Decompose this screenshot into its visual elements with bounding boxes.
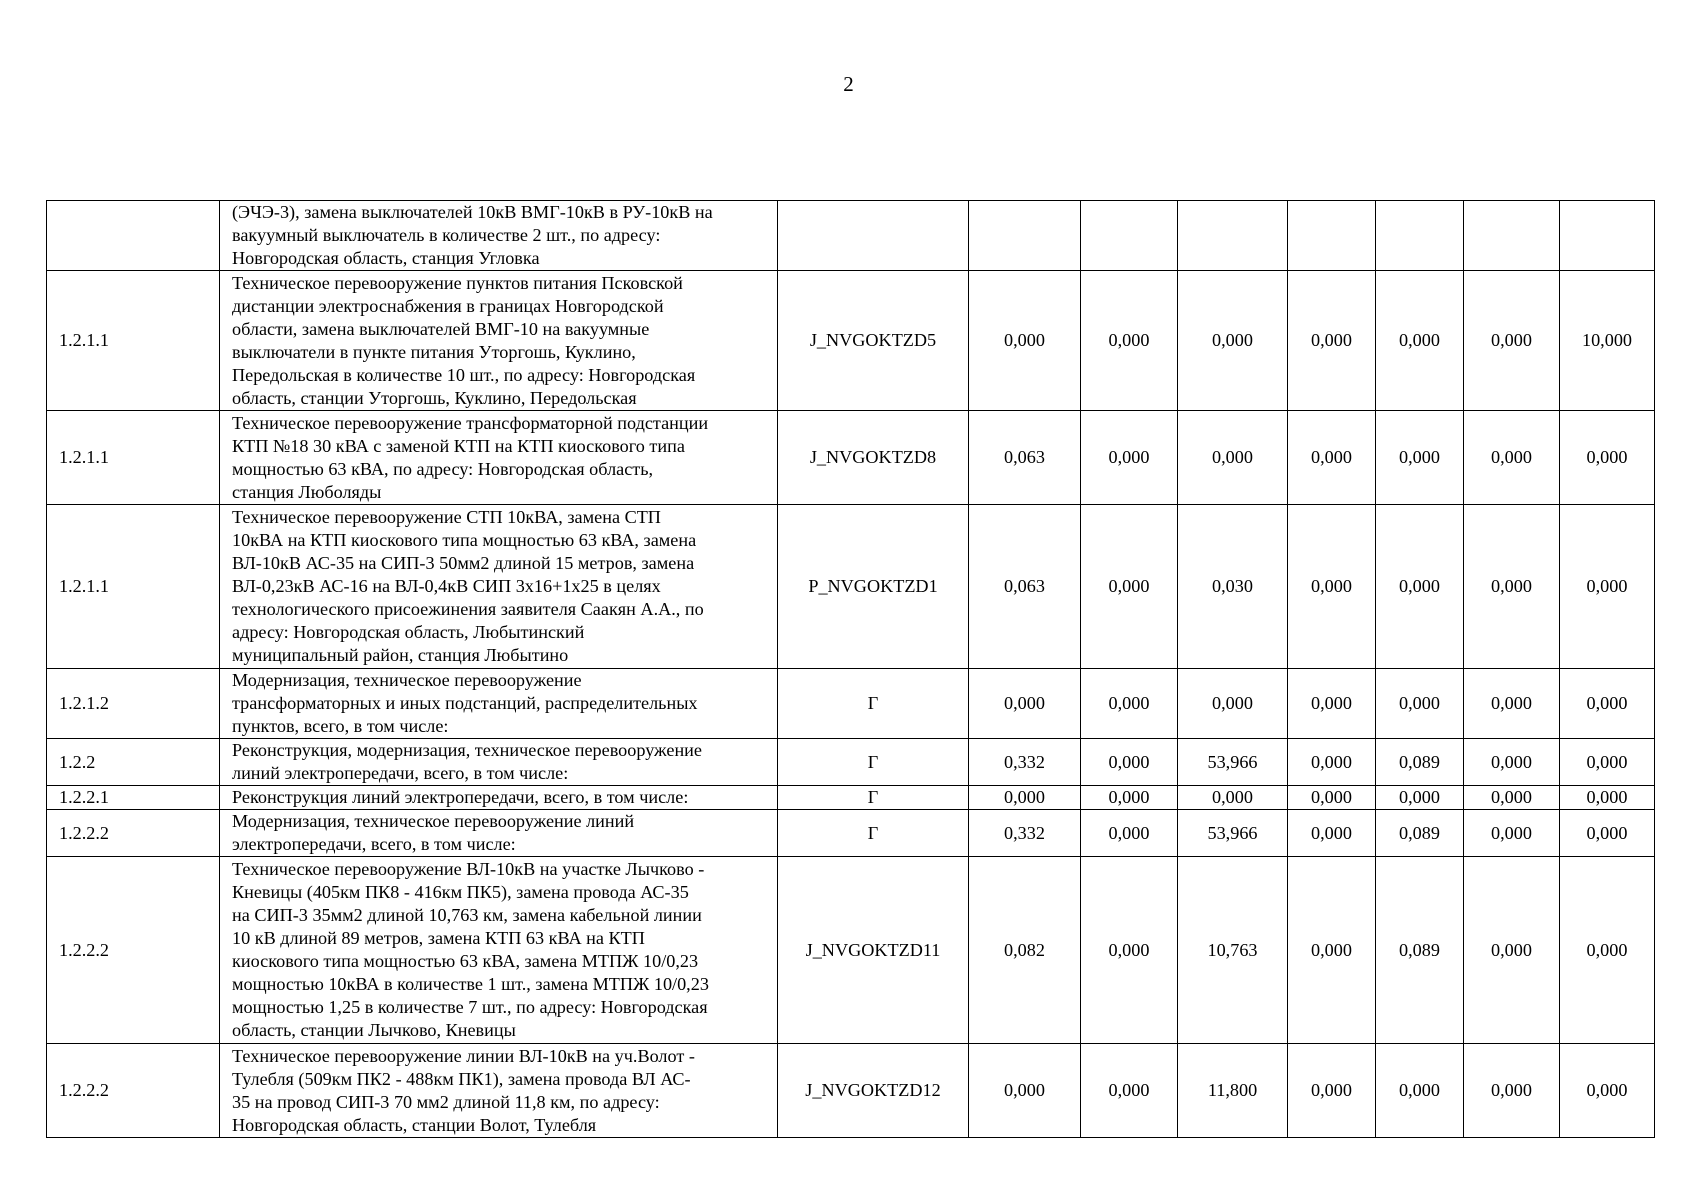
description-line: Техническое перевооружение трансформаторной подстанции xyxy=(232,412,709,433)
description-line: области, замена выключателей ВМГ-10 на вакуумные xyxy=(232,318,650,339)
table-row xyxy=(47,505,1655,669)
description-line: вакуумный выключатель в количестве 2 шт., по адресу: xyxy=(232,225,661,245)
table-row xyxy=(47,810,1655,857)
row-code: Г xyxy=(778,786,969,810)
row-number: 1.2.2.2 xyxy=(47,1044,220,1138)
description-line: 10 кВ длиной 89 метров, замена КТП 63 кВА на КТП xyxy=(232,928,645,948)
description-line: 10кВА на КТП киоскового типа мощностью 63 кВА, замена xyxy=(232,530,697,550)
description-line: Тулебля (509км ПК2 - 488км ПК1), замена провода ВЛ АС- xyxy=(232,1068,691,1089)
row-value-6: 0,000 xyxy=(1464,857,1560,1044)
row-value-1: 0,063 xyxy=(969,505,1081,669)
description-line: Модернизация, техническое перевооружение линий xyxy=(232,811,635,831)
row-value-5: 0,000 xyxy=(1376,669,1464,739)
row-value-7: 0,000 xyxy=(1560,810,1655,857)
row-value-6: 0,000 xyxy=(1464,669,1560,739)
table-body xyxy=(47,201,1655,1138)
description-line: Передольская в количестве 10 шт., по адресу: Новгородская xyxy=(232,364,696,385)
row-value-1: 0,000 xyxy=(969,669,1081,739)
row-value-4: 0,000 xyxy=(1288,271,1376,411)
row-value-2: 0,000 xyxy=(1081,739,1178,786)
row-value-1: 0,082 xyxy=(969,857,1081,1044)
row-number: 1.2.2.2 xyxy=(47,810,220,857)
row-value-7 xyxy=(1560,201,1655,271)
row-number: 1.2.2 xyxy=(47,739,220,786)
page-number: 2 xyxy=(843,72,854,96)
row-value-1 xyxy=(969,201,1081,271)
row-value-7: 0,000 xyxy=(1560,1044,1655,1138)
description-line: трансформаторных и иных подстанций, распределительных xyxy=(232,693,698,713)
row-value-1: 0,063 xyxy=(969,411,1081,505)
row-description xyxy=(220,669,778,739)
description-line: 35 на провод СИП-3 70 мм2 длиной 11,8 км, по адресу: xyxy=(232,1091,660,1112)
table-row xyxy=(47,786,1655,810)
row-value-5: 0,089 xyxy=(1376,739,1464,786)
row-value-3: 53,966 xyxy=(1178,739,1288,786)
row-value-4: 0,000 xyxy=(1288,857,1376,1044)
row-value-6: 0,000 xyxy=(1464,271,1560,411)
row-value-2: 0,000 xyxy=(1081,669,1178,739)
row-value-4: 0,000 xyxy=(1288,505,1376,669)
description-line: Реконструкция линий электропередачи, всего, в том числе: xyxy=(232,787,689,807)
description-line: ВЛ-0,23кВ АС-16 на ВЛ-0,4кВ СИП 3х16+1х25 в целях xyxy=(232,576,661,596)
row-description xyxy=(220,739,778,786)
row-value-3: 10,763 xyxy=(1178,857,1288,1044)
row-value-1: 0,000 xyxy=(969,1044,1081,1138)
row-description xyxy=(220,201,778,271)
description-line: станция Люболяды xyxy=(232,481,382,502)
row-value-2: 0,000 xyxy=(1081,271,1178,411)
row-code: J_NVGOKTZD5 xyxy=(778,271,969,411)
description-line: область, станции Уторгошь, Куклино, Передольская xyxy=(232,387,637,408)
table-row xyxy=(47,669,1655,739)
row-value-3: 0,030 xyxy=(1178,505,1288,669)
row-number: 1.2.2.1 xyxy=(47,786,220,810)
row-value-2: 0,000 xyxy=(1081,786,1178,810)
row-value-3: 0,000 xyxy=(1178,411,1288,505)
table-row xyxy=(47,857,1655,1044)
row-value-1: 0,332 xyxy=(969,810,1081,857)
row-value-1: 0,000 xyxy=(969,786,1081,810)
row-description xyxy=(220,505,778,669)
row-value-2 xyxy=(1081,201,1178,271)
row-value-6: 0,000 xyxy=(1464,1044,1560,1138)
row-code: Г xyxy=(778,739,969,786)
row-value-6: 0,000 xyxy=(1464,810,1560,857)
description-line: Новгородская область, станции Волот, Тулебля xyxy=(232,1114,597,1135)
description-line: муниципальный район, станция Любытино xyxy=(232,645,569,665)
row-value-4: 0,000 xyxy=(1288,669,1376,739)
row-value-4: 0,000 xyxy=(1288,1044,1376,1138)
row-value-2: 0,000 xyxy=(1081,1044,1178,1138)
description-line: технологического присоежинения заявителя Саакян А.А., по xyxy=(232,599,704,619)
row-value-7: 10,000 xyxy=(1560,271,1655,411)
row-value-5: 0,000 xyxy=(1376,411,1464,505)
row-value-7: 0,000 xyxy=(1560,411,1655,505)
row-value-6: 0,000 xyxy=(1464,739,1560,786)
row-code: J_NVGOKTZD11 xyxy=(778,857,969,1044)
row-value-3: 11,800 xyxy=(1178,1044,1288,1138)
row-value-6: 0,000 xyxy=(1464,505,1560,669)
row-value-3: 0,000 xyxy=(1178,271,1288,411)
row-value-5 xyxy=(1376,201,1464,271)
description-line: мощностью 1,25 в количестве 7 шт., по адресу: Новгородская xyxy=(232,997,708,1017)
row-description xyxy=(220,810,778,857)
row-value-5: 0,000 xyxy=(1376,271,1464,411)
row-value-6: 0,000 xyxy=(1464,786,1560,810)
description-line: выключатели в пункте питания Уторгошь, Куклино, xyxy=(232,341,636,362)
description-line: дистанции электроснабжения в границах Новгородской xyxy=(232,295,664,316)
row-value-4: 0,000 xyxy=(1288,411,1376,505)
row-value-3: 0,000 xyxy=(1178,669,1288,739)
row-value-4: 0,000 xyxy=(1288,810,1376,857)
table-row xyxy=(47,201,1655,271)
row-value-1: 0,332 xyxy=(969,739,1081,786)
table-row xyxy=(47,411,1655,505)
row-code: Г xyxy=(778,810,969,857)
row-value-4 xyxy=(1288,201,1376,271)
description-line: область, станции Лычково, Кневицы xyxy=(232,1020,516,1040)
row-description xyxy=(220,411,778,505)
description-line: адресу: Новгородская область, Любытинский xyxy=(232,622,585,642)
row-value-4: 0,000 xyxy=(1288,739,1376,786)
row-value-5: 0,000 xyxy=(1376,786,1464,810)
row-value-6 xyxy=(1464,201,1560,271)
row-description xyxy=(220,1044,778,1138)
row-description xyxy=(220,857,778,1044)
row-value-2: 0,000 xyxy=(1081,411,1178,505)
row-value-5: 0,089 xyxy=(1376,857,1464,1044)
description-line: КТП №18 30 кВА с заменой КТП на КТП киоскового типа xyxy=(232,435,685,456)
row-code: J_NVGOKTZD8 xyxy=(778,411,969,505)
row-code: P_NVGOKTZD1 xyxy=(778,505,969,669)
row-value-7: 0,000 xyxy=(1560,786,1655,810)
row-value-7: 0,000 xyxy=(1560,505,1655,669)
row-value-3: 53,966 xyxy=(1178,810,1288,857)
row-value-4: 0,000 xyxy=(1288,786,1376,810)
row-number: 1.2.1.1 xyxy=(47,271,220,411)
description-line: пунктов, всего, в том числе: xyxy=(232,716,449,736)
description-line: мощностью 10кВА в количестве 1 шт., замена МТПЖ 10/0,23 xyxy=(232,974,709,994)
row-number xyxy=(47,201,220,271)
row-value-7: 0,000 xyxy=(1560,669,1655,739)
description-line: Модернизация, техническое перевооружение xyxy=(232,670,582,690)
description-line: на СИП-3 35мм2 длиной 10,763 км, замена кабельной линии xyxy=(232,905,702,925)
description-line: электропередачи, всего, в том числе: xyxy=(232,834,516,854)
description-line: Техническое перевооружение ВЛ-10кВ на участке Лычково - xyxy=(232,859,705,879)
row-value-5: 0,089 xyxy=(1376,810,1464,857)
description-line: Новгородская область, станция Угловка xyxy=(232,248,540,268)
row-code xyxy=(778,201,969,271)
row-value-2: 0,000 xyxy=(1081,505,1178,669)
row-value-3 xyxy=(1178,201,1288,271)
description-line: мощностью 63 кВА, по адресу: Новгородская область, xyxy=(232,458,654,479)
description-line: ВЛ-10кВ АС-35 на СИП-3 50мм2 длиной 15 метров, замена xyxy=(232,553,695,573)
row-value-7: 0,000 xyxy=(1560,739,1655,786)
description-line: Кневицы (405км ПК8 - 416км ПК5), замена провода АС-35 xyxy=(232,882,689,902)
row-number: 1.2.1.2 xyxy=(47,669,220,739)
row-value-1: 0,000 xyxy=(969,271,1081,411)
row-value-5: 0,000 xyxy=(1376,1044,1464,1138)
description-line: киоскового типа мощностью 63 кВА, замена МТПЖ 10/0,23 xyxy=(232,951,699,971)
row-value-2: 0,000 xyxy=(1081,810,1178,857)
table-row xyxy=(47,1044,1655,1138)
row-value-6: 0,000 xyxy=(1464,411,1560,505)
description-line: Техническое перевооружение пунктов питания Псковской xyxy=(232,272,683,293)
investment-table xyxy=(46,200,1655,1138)
description-line: Техническое перевооружение СТП 10кВА, замена СТП xyxy=(232,507,661,527)
description-line: Техническое перевооружение линии ВЛ-10кВ на уч.Волот - xyxy=(232,1045,695,1066)
table-row xyxy=(47,271,1655,411)
description-line: Реконструкция, модернизация, техническое перевооружение xyxy=(232,740,702,760)
row-description xyxy=(220,786,778,810)
row-description xyxy=(220,271,778,411)
description-line: (ЭЧЭ-3), замена выключателей 10кВ ВМГ-10кВ в РУ-10кВ на xyxy=(232,202,713,222)
row-code: J_NVGOKTZD12 xyxy=(778,1044,969,1138)
row-number: 1.2.2.2 xyxy=(47,857,220,1044)
description-line: линий электропередачи, всего, в том числе: xyxy=(232,763,569,783)
row-value-5: 0,000 xyxy=(1376,505,1464,669)
row-number: 1.2.1.1 xyxy=(47,411,220,505)
row-value-7: 0,000 xyxy=(1560,857,1655,1044)
row-number: 1.2.1.1 xyxy=(47,505,220,669)
row-value-2: 0,000 xyxy=(1081,857,1178,1044)
row-code: Г xyxy=(778,669,969,739)
table-row xyxy=(47,739,1655,786)
row-value-3: 0,000 xyxy=(1178,786,1288,810)
